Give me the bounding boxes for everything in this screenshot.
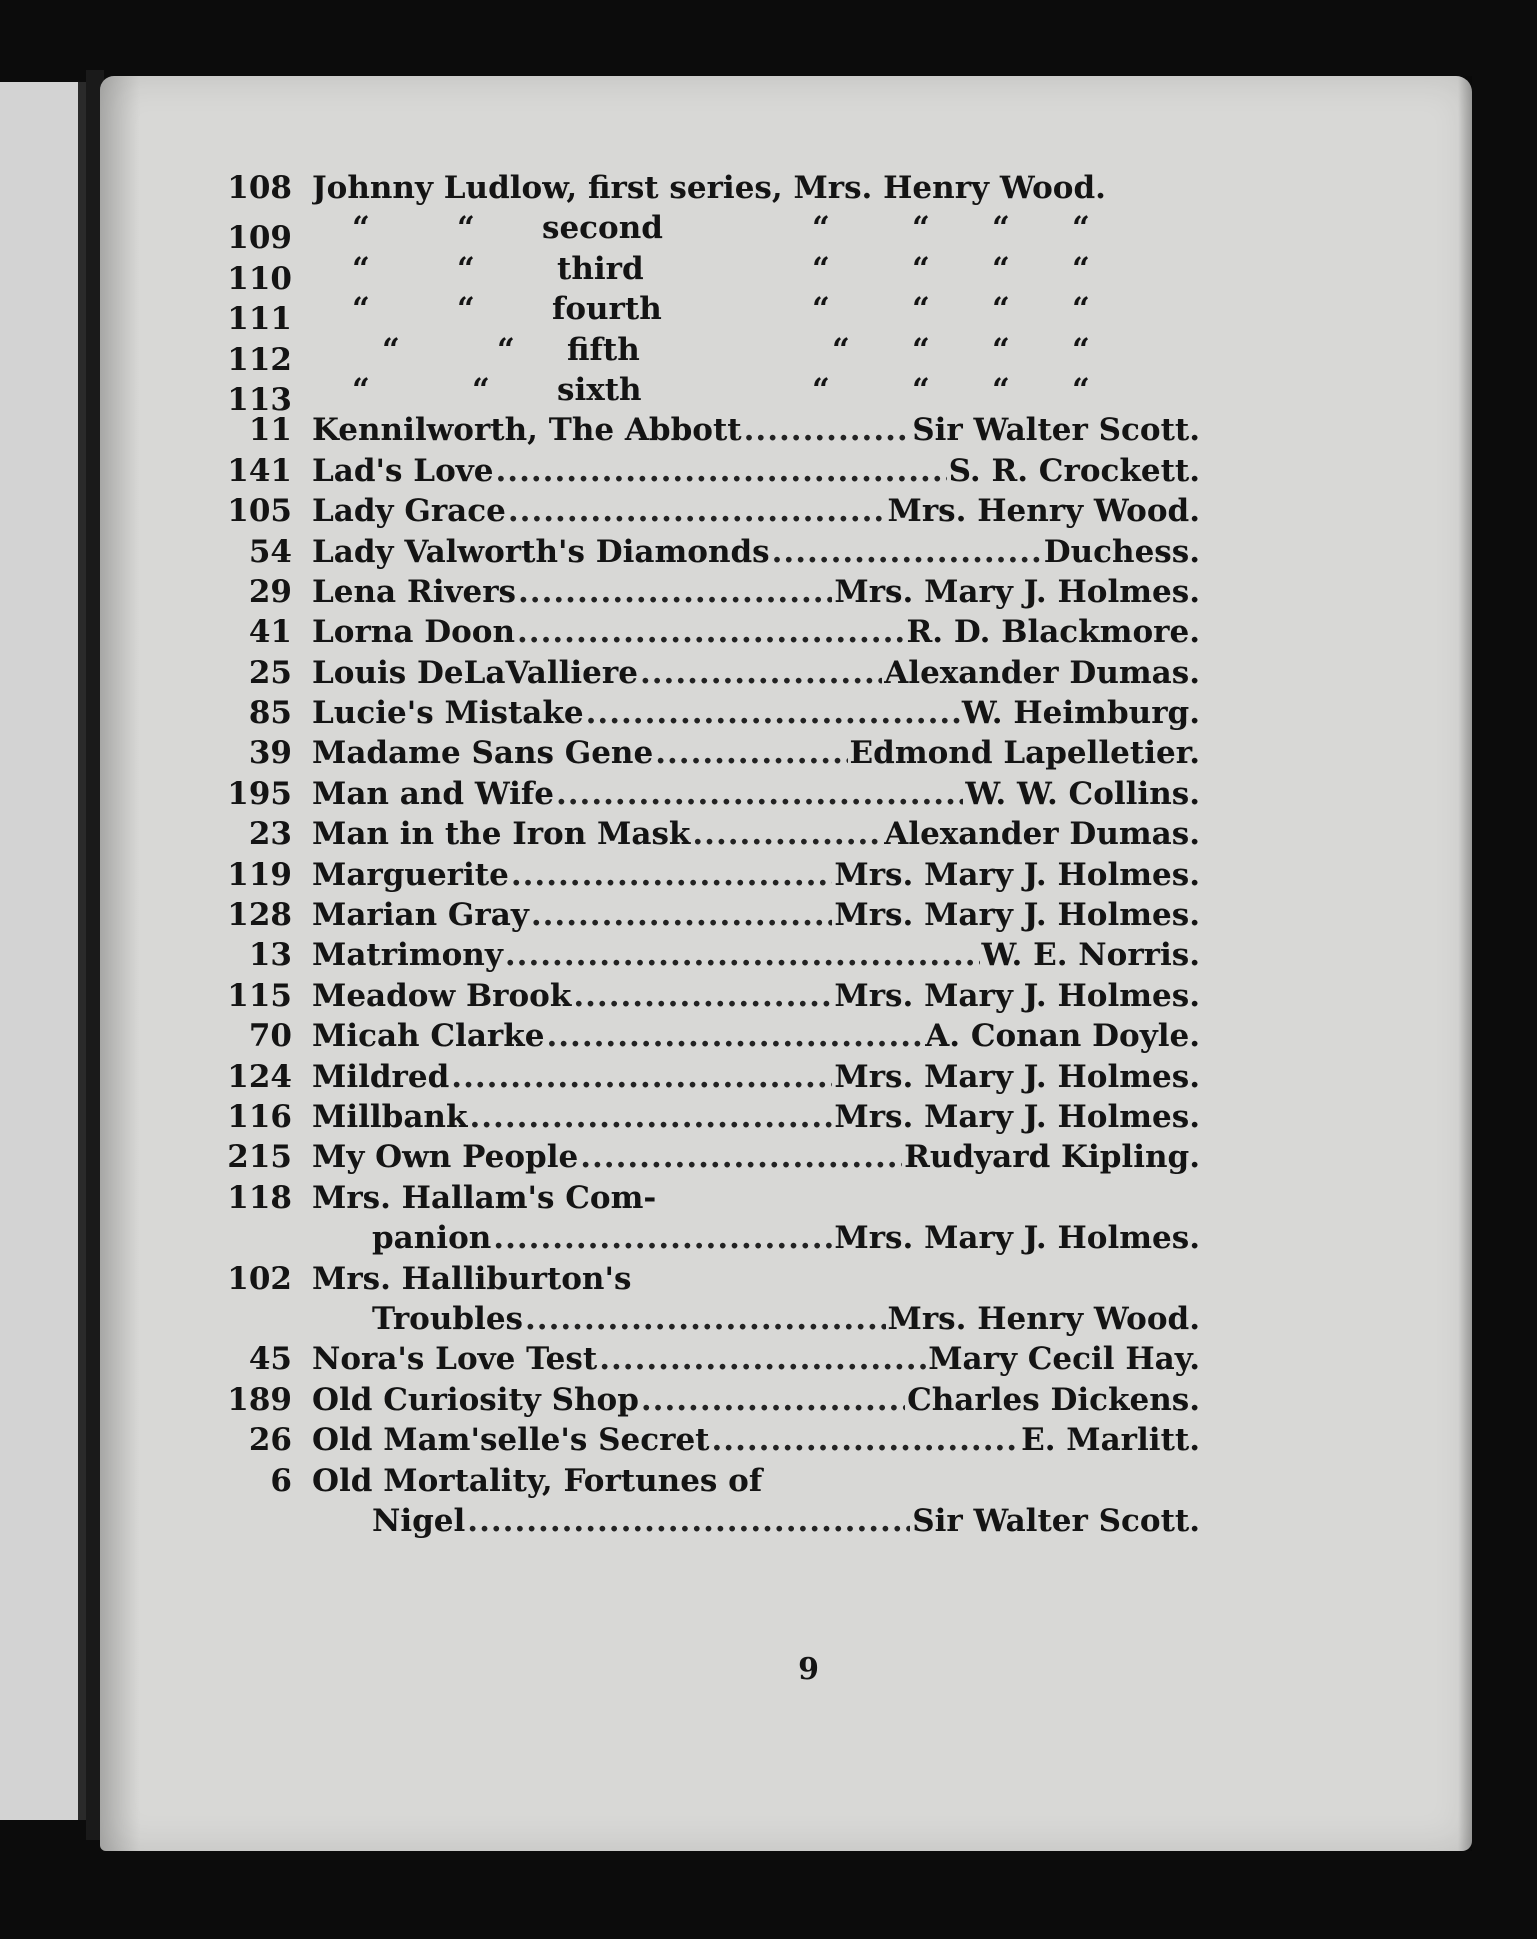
ditto-mark: “ <box>912 210 930 247</box>
ditto-mark: “ <box>1072 210 1090 247</box>
book-title: Lucie's Mistake <box>312 695 584 732</box>
catalog-number: 85 <box>248 695 292 732</box>
book-title: Millbank <box>312 1098 468 1135</box>
book-catalog-list <box>180 168 1200 1541</box>
book-title: Madame Sans Gene <box>312 735 654 772</box>
series-edition: second <box>542 210 663 247</box>
catalog-entry <box>312 1218 1200 1258</box>
dot-leader <box>493 1218 832 1258</box>
book-title: Meadow Brook <box>312 977 572 1014</box>
ditto-mark: “ <box>812 371 830 408</box>
catalog-row <box>180 208 1200 257</box>
catalog-number: 23 <box>248 816 292 853</box>
catalog-row <box>180 814 1200 854</box>
book-title: Nora's Love Test <box>312 1341 598 1378</box>
ditto-mark: “ <box>352 250 370 287</box>
ditto-mark: “ <box>812 250 830 287</box>
catalog-entry <box>312 855 1200 895</box>
catalog-row <box>180 1016 1200 1056</box>
ditto-mark: “ <box>992 331 1010 368</box>
book-author: Mrs. Mary J. Holmes. <box>834 573 1200 610</box>
ditto-entry <box>312 330 1200 370</box>
catalog-entry <box>312 1339 1200 1379</box>
catalog-entry <box>312 693 1200 733</box>
ditto-mark: “ <box>912 250 930 287</box>
catalog-row <box>180 693 1200 733</box>
catalog-entry <box>312 572 1200 612</box>
catalog-number: 111 <box>227 301 292 338</box>
catalog-row <box>180 774 1200 814</box>
dot-leader <box>692 814 882 854</box>
dot-leader <box>655 733 847 773</box>
book-author: W. W. Collins. <box>965 775 1200 812</box>
dot-leader <box>546 1016 923 1056</box>
book-author: Sir Walter Scott. <box>912 1502 1200 1539</box>
catalog-number: 118 <box>227 1179 292 1216</box>
catalog-entry <box>312 410 1200 450</box>
book-author: Mrs. Mary J. Holmes. <box>834 977 1200 1014</box>
book-title: Matrimony <box>312 937 503 974</box>
book-title: Lad's Love <box>312 452 494 489</box>
catalog-number: 195 <box>227 775 292 812</box>
book-title: Old Mam'selle's Secret <box>312 1422 710 1459</box>
book-title-line: Mrs. Halliburton's <box>312 1260 632 1297</box>
dot-leader <box>640 653 882 693</box>
catalog-entry <box>312 1097 1200 1137</box>
ditto-mark: “ <box>992 210 1010 247</box>
catalog-row <box>180 935 1200 975</box>
book-title: Louis DeLaValliere <box>312 654 638 691</box>
ditto-entry <box>312 289 1200 329</box>
book-title: Old Curiosity Shop <box>312 1381 639 1418</box>
book-author: Mrs. Mary J. Holmes. <box>834 1220 1200 1257</box>
ditto-mark: “ <box>352 371 370 408</box>
series-edition: fourth <box>552 291 662 328</box>
dot-leader <box>517 612 905 652</box>
catalog-row <box>180 1259 1200 1299</box>
catalog-row <box>180 1420 1200 1460</box>
book-author: Alexander Dumas. <box>884 816 1200 853</box>
dot-leader <box>469 1097 832 1137</box>
catalog-number: 11 <box>248 412 292 449</box>
catalog-number: 54 <box>248 533 292 570</box>
book-title: Micah Clarke <box>312 1018 545 1055</box>
book-title: Troubles <box>372 1300 523 1337</box>
catalog-entry <box>312 935 1200 975</box>
catalog-number: 115 <box>227 977 292 1014</box>
catalog-entry <box>312 1137 1200 1177</box>
catalog-row-continued <box>180 1299 1200 1339</box>
book-author: S. R. Crockett. <box>948 452 1200 489</box>
book-title: Lady Valworth's Diamonds <box>312 533 770 570</box>
book-title: Marian Gray <box>312 897 529 934</box>
dot-leader <box>518 572 832 612</box>
book-title: My Own People <box>312 1139 579 1176</box>
book-author: Mrs. Mary J. Holmes. <box>834 1058 1200 1095</box>
catalog-row <box>180 451 1200 491</box>
ditto-mark: “ <box>912 371 930 408</box>
catalog-row <box>180 895 1200 935</box>
catalog-number: 189 <box>227 1381 292 1418</box>
catalog-row <box>180 168 1200 208</box>
book-author: Edmond Lapelletier. <box>849 735 1200 772</box>
catalog-entry <box>312 814 1200 854</box>
catalog-entry <box>312 1057 1200 1097</box>
catalog-row <box>180 1339 1200 1379</box>
ditto-mark: “ <box>812 210 830 247</box>
catalog-row <box>180 249 1200 297</box>
catalog-row <box>180 653 1200 693</box>
catalog-entry <box>312 1299 1200 1339</box>
book-author: Charles Dickens. <box>907 1381 1200 1418</box>
dot-leader <box>525 1299 886 1339</box>
dot-leader <box>573 976 832 1016</box>
catalog-number: 105 <box>227 493 292 530</box>
catalog-row <box>180 1178 1200 1218</box>
catalog-row <box>180 855 1200 895</box>
dot-leader <box>505 935 980 975</box>
catalog-number: 124 <box>227 1058 292 1095</box>
catalog-row <box>180 491 1200 531</box>
book-author: Rudyard Kipling. <box>904 1139 1200 1176</box>
ditto-mark: “ <box>1072 331 1090 368</box>
ditto-mark: “ <box>912 291 930 328</box>
page-number: 9 <box>798 1652 819 1687</box>
ditto-mark: “ <box>912 331 930 368</box>
catalog-row <box>180 572 1200 612</box>
ditto-mark: “ <box>457 291 475 328</box>
catalog-number: 45 <box>248 1341 292 1378</box>
catalog-row-continued <box>180 1218 1200 1258</box>
book-title: Marguerite <box>312 856 509 893</box>
catalog-entry <box>312 491 1200 531</box>
catalog-entry <box>312 733 1200 773</box>
catalog-entry: Johnny Ludlow, first series, Mrs. Henry Wood. <box>312 170 1106 206</box>
ditto-mark: “ <box>992 250 1010 287</box>
catalog-row <box>180 612 1200 652</box>
ditto-mark: “ <box>1072 250 1090 287</box>
catalog-row <box>180 733 1200 773</box>
series-edition: fifth <box>567 331 640 368</box>
catalog-number: 102 <box>227 1260 292 1297</box>
catalog-entry <box>312 1380 1200 1420</box>
catalog-entry <box>312 451 1200 491</box>
dot-leader <box>712 1420 1020 1460</box>
page-edge-shadow <box>1458 76 1472 1851</box>
ditto-entry <box>312 249 1200 289</box>
dot-leader <box>451 1057 832 1097</box>
book-author: W. Heimburg. <box>961 695 1200 732</box>
catalog-number: 70 <box>248 1018 292 1055</box>
previous-page-edge <box>0 82 86 1820</box>
catalog-number: 110 <box>227 260 292 297</box>
ditto-mark: “ <box>992 291 1010 328</box>
book-title: Nigel <box>372 1502 466 1539</box>
book-author: Mary Cecil Hay. <box>928 1341 1200 1378</box>
ditto-mark: “ <box>472 371 490 408</box>
book-author: Duchess. <box>1043 533 1200 570</box>
ditto-mark: “ <box>382 331 400 368</box>
dot-leader <box>531 895 833 935</box>
book-title: panion <box>372 1220 492 1257</box>
catalog-number: 41 <box>248 614 292 651</box>
book-title: Man in the Iron Mask <box>312 816 691 853</box>
catalog-row <box>180 532 1200 572</box>
catalog-row-continued <box>180 1501 1200 1541</box>
book-author: Alexander Dumas. <box>884 654 1200 691</box>
book-author: Sir Walter Scott. <box>912 412 1200 449</box>
book-author: R. D. Blackmore. <box>906 614 1200 651</box>
catalog-entry <box>312 976 1200 1016</box>
catalog-row <box>180 1057 1200 1097</box>
catalog-number: 112 <box>227 341 292 378</box>
catalog-row <box>180 1137 1200 1177</box>
catalog-number: 25 <box>248 654 292 691</box>
ditto-entry <box>312 370 1200 410</box>
ditto-mark: “ <box>1072 371 1090 408</box>
dot-leader <box>511 855 833 895</box>
book-author: W. E. Norris. <box>981 937 1200 974</box>
catalog-number: 141 <box>227 452 292 489</box>
catalog-number: 109 <box>227 220 292 257</box>
ditto-mark: “ <box>352 291 370 328</box>
catalog-number: 13 <box>248 937 292 974</box>
book-title-line: Mrs. Hallam's Com- <box>312 1179 657 1216</box>
book-title: Man and Wife <box>312 775 554 812</box>
catalog-entry <box>312 653 1200 693</box>
dot-leader <box>496 451 947 491</box>
catalog-number: 6 <box>270 1462 292 1499</box>
catalog-entry <box>312 612 1200 652</box>
dot-leader <box>586 693 960 733</box>
ditto-mark: “ <box>992 371 1010 408</box>
series-edition: sixth <box>557 371 642 408</box>
book-author: Mrs. Mary J. Holmes. <box>834 897 1200 934</box>
ditto-mark: “ <box>832 331 850 368</box>
catalog-entry <box>312 532 1200 572</box>
catalog-row <box>180 976 1200 1016</box>
catalog-number: 128 <box>227 897 292 934</box>
ditto-mark: “ <box>497 331 515 368</box>
dot-leader <box>556 774 963 814</box>
ditto-mark: “ <box>457 210 475 247</box>
book-author: Mrs. Mary J. Holmes. <box>834 1098 1200 1135</box>
catalog-entry <box>312 774 1200 814</box>
ditto-mark: “ <box>457 250 475 287</box>
dot-leader <box>599 1339 926 1379</box>
dot-leader <box>744 410 911 450</box>
ditto-mark: “ <box>812 291 830 328</box>
catalog-number: 116 <box>227 1098 292 1135</box>
dot-leader <box>467 1501 910 1541</box>
catalog-row <box>180 330 1200 378</box>
book-author: Mrs. Henry Wood. <box>887 1300 1200 1337</box>
book-author: Mrs. Mary J. Holmes. <box>834 856 1200 893</box>
book-title: Lena Rivers <box>312 573 516 610</box>
catalog-entry <box>312 1501 1200 1541</box>
catalog-row <box>180 370 1200 418</box>
book-author: E. Marlitt. <box>1021 1422 1200 1459</box>
book-title: Lady Grace <box>312 493 506 530</box>
catalog-number: 119 <box>227 856 292 893</box>
catalog-number: 39 <box>248 735 292 772</box>
catalog-row <box>180 289 1200 338</box>
catalog-number: 29 <box>248 573 292 610</box>
book-title: Mildred <box>312 1058 450 1095</box>
book-author: Mrs. Henry Wood. <box>887 493 1200 530</box>
catalog-row <box>180 410 1200 450</box>
catalog-row <box>180 1097 1200 1137</box>
dot-leader <box>641 1380 905 1420</box>
catalog-row <box>180 1461 1200 1501</box>
dot-leader <box>772 532 1042 572</box>
catalog-entry <box>312 895 1200 935</box>
catalog-number: 113 <box>227 381 292 418</box>
catalog-entry <box>312 1016 1200 1056</box>
dot-leader <box>580 1137 902 1177</box>
book-title-line: Old Mortality, Fortunes of <box>312 1462 763 1499</box>
series-edition: third <box>557 250 644 287</box>
catalog-entry <box>312 1420 1200 1460</box>
catalog-number: 108 <box>227 170 292 206</box>
book-title: Kennilworth, The Abbott <box>312 412 742 449</box>
catalog-number: 215 <box>227 1139 292 1176</box>
book-author: A. Conan Doyle. <box>925 1018 1200 1055</box>
catalog-row <box>180 1380 1200 1420</box>
catalog-number: 26 <box>248 1422 292 1459</box>
ditto-mark: “ <box>1072 291 1090 328</box>
ditto-entry <box>312 208 1200 248</box>
ditto-mark: “ <box>352 210 370 247</box>
dot-leader <box>508 491 886 531</box>
book-title: Lorna Doon <box>312 614 515 651</box>
